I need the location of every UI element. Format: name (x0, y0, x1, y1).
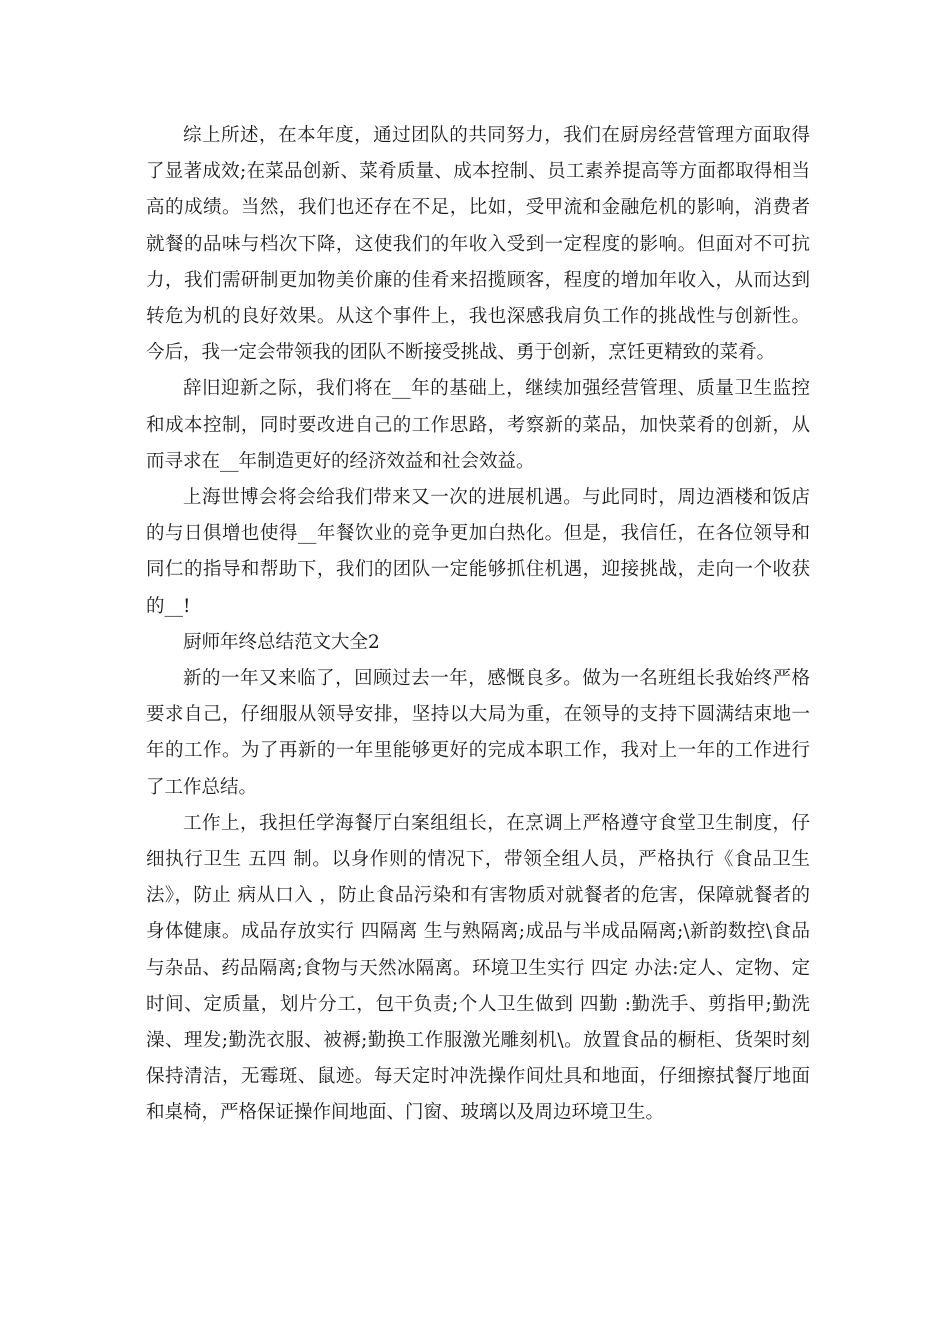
work-details-paragraph: 工作上，我担任学海餐厅白案组组长，在烹调上严格遵守食堂卫生制度，仔细执行卫生 五四 制。以身作则的情况下，带领全组人员，严格执行《食品卫生法》，防止 病从口入 ，防止食品污染和有害物质对就餐者的危害，保障就餐者的身体健康。成品存放实行 四隔离 生与熟隔离;成品与半成品隔离;\新韵数控\食品与杂品、药品隔离;食物与天然冰隔离。环境卫生实行 四定 办法:定人、定物、定时间、定质量，划片分工，包干负责;个人卫生做到 四勤 :勤洗手、剪指甲;勤洗澡、理发;勤洗衣服、被褥;勤换工作服激光雕刻机\。放置食品的橱柜、货架时刻保持清洁，无霉斑、鼠迹。每天定时冲洗操作间灶具和地面，仔细擦拭餐厅地面和桌椅，严格保证操作间地面、门窗、玻璃以及周边环境卫生。 (146, 812, 810, 1124)
summary-paragraph: 综上所述，在本年度，通过团队的共同努力，我们在厨房经营管理方面取得了显著成效;在菜品创新、菜肴质量、成本控制、员工素养提高等方面都取得相当高的成绩。当然，我们也还存在不足，比如，受甲流和金融危机的影响，消费者就餐的品味与档次下降，这使我们的年收入受到一定程度的影响。但面对不可抗力，我们需研制更加物美价廉的佳肴来招揽顾客，程度的增加年收入，从而达到转危为机的良好效果。从这个事件上，我也深感我肩负工作的挑战性与创新性。今后，我一定会带领我的团队不断接受挑战、勇于创新，烹饪更精致的菜肴。 (146, 125, 810, 364)
intro-paragraph: 新的一年又来临了，回顾过去一年，感慨良多。做为一名班组长我始终严格要求自己，仔细服从领导安排，坚持以大局为重，在领导的支持下圆满结束地一年的工作。为了再新的一年里能够更好的完成本职工作，我对上一年的工作进行了工作总结。 (146, 668, 810, 798)
new-year-plan-paragraph: 辞旧迎新之际，我们将在__年的基础上，继续加强经营管理、质量卫生监控和成本控制，同时要改进自己的工作思路，考察新的菜品，加快菜肴的创新，从而寻求在__年制造更好的经济效益和社会效益。 (146, 378, 810, 472)
expo-opportunity-paragraph: 上海世博会将会给我们带来又一次的进展机遇。与此同时，周边酒楼和饭店的与日俱增也使得__年餐饮业的竞争更加白热化。但是，我信任，在各位领导和同仁的指导和帮助下，我们的团队一定能够抓住机遇，迎接挑战，走向一个收获的__! (146, 487, 810, 617)
section-heading: 厨师年终总结范文大全2 (183, 631, 380, 653)
document-body (146, 118, 810, 1132)
